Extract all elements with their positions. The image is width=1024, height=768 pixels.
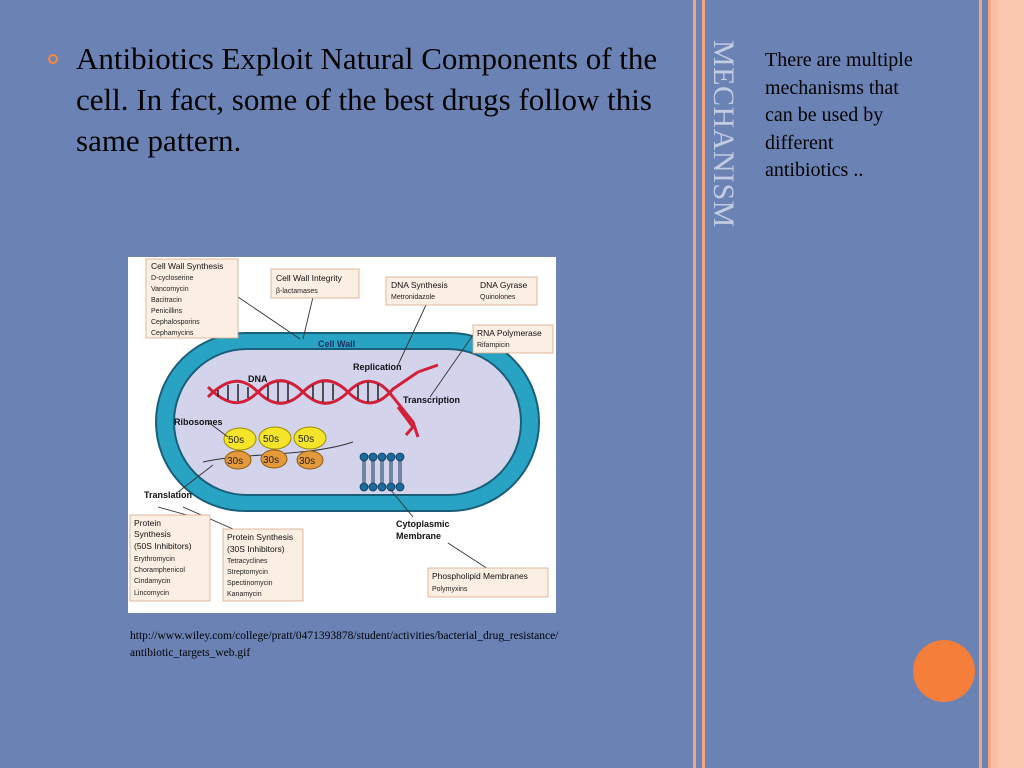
edge-stripe — [997, 0, 1024, 768]
svg-text:50s: 50s — [298, 434, 315, 445]
bullet-circle-icon — [48, 54, 58, 64]
svg-text:Metronidazole: Metronidazole — [391, 294, 435, 301]
svg-text:Kanamycin: Kanamycin — [227, 591, 262, 598]
svg-text:(30S Inhibitors): (30S Inhibitors) — [227, 544, 285, 554]
svg-text:Protein Synthesis: Protein Synthesis — [227, 532, 294, 542]
svg-text:(50S Inhibitors): (50S Inhibitors) — [134, 541, 192, 551]
box-cell-wall-integrity — [271, 269, 359, 298]
svg-text:Cephalosporins: Cephalosporins — [151, 319, 200, 326]
svg-text:Erythromycin: Erythromycin — [134, 556, 175, 563]
svg-text:Choramphenicol: Choramphenicol — [134, 567, 185, 574]
svg-text:Protein: Protein — [134, 518, 161, 528]
svg-text:D-cycloserine: D-cycloserine — [151, 275, 194, 282]
side-note: There are multiple mechanisms that can be used by different antibiotics .. — [765, 49, 913, 181]
bullet-text: Antibiotics Exploit Natural Components of the cell. In fact, some of the best drugs follow this same pattern. — [76, 41, 658, 158]
dna-label: DNA — [248, 374, 268, 384]
svg-text:Tetracyclines: Tetracyclines — [227, 558, 268, 565]
cell-wall-label: Cell Wall — [318, 339, 356, 349]
svg-text:Rifampicin: Rifampicin — [477, 342, 510, 349]
svg-text:30s: 30s — [227, 456, 244, 467]
cell-wall-inner — [174, 349, 521, 495]
svg-text:RNA Polymerase: RNA Polymerase — [477, 328, 542, 338]
svg-text:Streptomycin: Streptomycin — [227, 569, 268, 576]
svg-text:Quinolones: Quinolones — [480, 294, 516, 301]
svg-text:30s: 30s — [299, 456, 316, 467]
transcription-label: Transcription — [403, 395, 461, 405]
box-rna-polymerase — [473, 325, 553, 353]
box-phospholipid-membranes — [428, 568, 548, 597]
source-url: http://www.wiley.com/college/pratt/0471393878/student/activities/bacterial_drug_resistance/antibiotic_targets_web.gif — [130, 630, 559, 659]
svg-text:Cell Wall Synthesis: Cell Wall Synthesis — [151, 261, 224, 271]
svg-text:50s: 50s — [228, 435, 245, 446]
svg-text:Polymyxins: Polymyxins — [432, 586, 468, 593]
decorative-circle — [913, 640, 975, 702]
replication-label: Replication — [353, 362, 402, 372]
svg-text:Vancomycin: Vancomycin — [151, 286, 189, 293]
cytoplasmic-label: Cytoplasmic — [396, 519, 450, 529]
svg-text:DNA Gyrase: DNA Gyrase — [480, 280, 528, 290]
translation-label: Translation — [144, 490, 193, 500]
svg-text:Bacitracin: Bacitracin — [151, 297, 182, 304]
ribosomes-label: Ribosomes — [174, 417, 223, 427]
svg-text:Cephamycins: Cephamycins — [151, 330, 194, 337]
slide-title — [707, 40, 742, 250]
svg-text:Penicillins: Penicillins — [151, 308, 183, 315]
antibiotic-targets-diagram — [128, 257, 556, 613]
svg-text:Lincomycin: Lincomycin — [134, 590, 170, 597]
svg-text:30s: 30s — [263, 455, 280, 466]
svg-text:DNA Synthesis: DNA Synthesis — [391, 280, 448, 290]
box-protein-50s — [130, 515, 210, 601]
svg-text:Cell Wall Integrity: Cell Wall Integrity — [276, 273, 342, 283]
box-cell-wall-synthesis — [146, 259, 238, 338]
svg-text:Synthesis: Synthesis — [134, 529, 171, 539]
box-dna-targets — [386, 277, 537, 305]
svg-text:Cindamycin: Cindamycin — [134, 578, 171, 585]
svg-text:Spectinomycin: Spectinomycin — [227, 580, 273, 587]
svg-text:50s: 50s — [263, 434, 280, 445]
box-protein-30s — [223, 529, 303, 601]
svg-text:Phospholipid Membranes: Phospholipid Membranes — [432, 571, 528, 581]
membrane-label: Membrane — [396, 531, 442, 541]
svg-text:β-lactamases: β-lactamases — [276, 288, 318, 295]
slide-title-text: MECHANISM — [707, 40, 740, 228]
